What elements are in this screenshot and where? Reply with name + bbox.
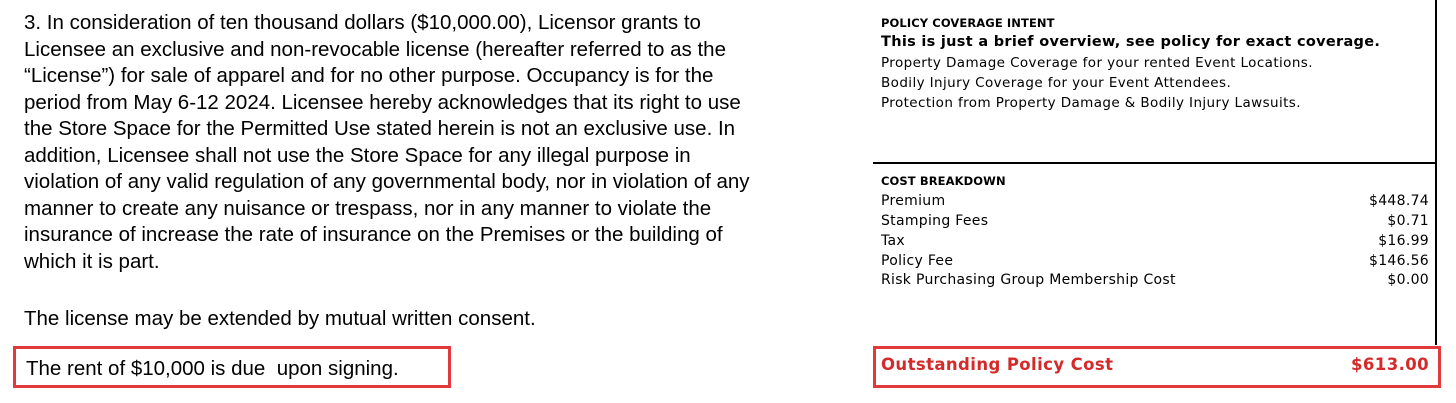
coverage-item: Property Damage Coverage for your rented Event Locations. xyxy=(881,55,1313,71)
clause-line: period from May 6-12 2024. Licensee hereby acknowledges that its right to use xyxy=(24,90,741,114)
clause-line: Licensee an exclusive and non-revocable license (hereafter referred to as the xyxy=(24,37,726,61)
cost-amount: $0.71 xyxy=(1387,213,1429,229)
clause-line: insurance of increase the rate of insurance on the Premises or the building of xyxy=(24,223,723,246)
cost-label: Stamping Fees xyxy=(881,213,989,229)
clause-line: manner to create any nuisance or trespass, nor in any manner to violate the xyxy=(24,196,712,220)
clause-line: which it is part. xyxy=(24,249,160,273)
cost-breakdown-title: COST BREAKDOWN xyxy=(881,174,1006,188)
outstanding-cost-label: Outstanding Policy Cost xyxy=(881,355,1114,374)
cost-label: Premium xyxy=(881,193,946,209)
clause-line: “License”) for sale of apparel and for no other purpose. Occupancy is for the xyxy=(24,64,714,87)
clause-line: the Store Space for the Permitted Use stated herein is not an exclusive use. In xyxy=(24,117,736,140)
cost-amount: $16.99 xyxy=(1378,233,1429,249)
clause-paragraph xyxy=(24,10,844,275)
outstanding-cost-amount: $613.00 xyxy=(1351,355,1429,374)
cost-row xyxy=(881,272,1429,292)
cost-row xyxy=(881,213,1429,233)
cost-amount: $448.74 xyxy=(1369,193,1429,209)
clause-line: addition, Licensee shall not use the Store Space for any illegal purpose in xyxy=(24,143,691,167)
policy-coverage-note: This is just a brief overview, see policy for exact coverage. xyxy=(881,34,1381,50)
clause-line: 3. In consideration of ten thousand dollars ($10,000.00), Licensor grants to xyxy=(24,11,701,34)
cost-amount: $0.00 xyxy=(1387,272,1429,288)
policy-coverage-title: POLICY COVERAGE INTENT xyxy=(881,16,1055,30)
cost-row xyxy=(881,233,1429,253)
coverage-item: Protection from Property Damage & Bodily Injury Lawsuits. xyxy=(881,95,1301,111)
policy-panel xyxy=(873,0,1436,403)
rent-due-highlight xyxy=(13,346,451,388)
clause-line: violation of any valid regulation of any governmental body, nor in violation of any xyxy=(24,170,750,193)
rent-due-text: The rent of $10,000 is due upon signing. xyxy=(26,357,399,380)
cost-label: Risk Purchasing Group Membership Cost xyxy=(881,272,1176,288)
cost-amount: $146.56 xyxy=(1369,253,1429,269)
cost-label: Policy Fee xyxy=(881,253,954,269)
extension-text: The license may be extended by mutual written consent. xyxy=(24,307,536,330)
cost-row xyxy=(881,193,1429,213)
coverage-item: Bodily Injury Coverage for your Event Attendees. xyxy=(881,75,1232,91)
license-clause xyxy=(24,10,844,275)
cost-label: Tax xyxy=(881,233,905,249)
outstanding-cost-highlight xyxy=(873,346,1441,388)
cost-row xyxy=(881,253,1429,273)
